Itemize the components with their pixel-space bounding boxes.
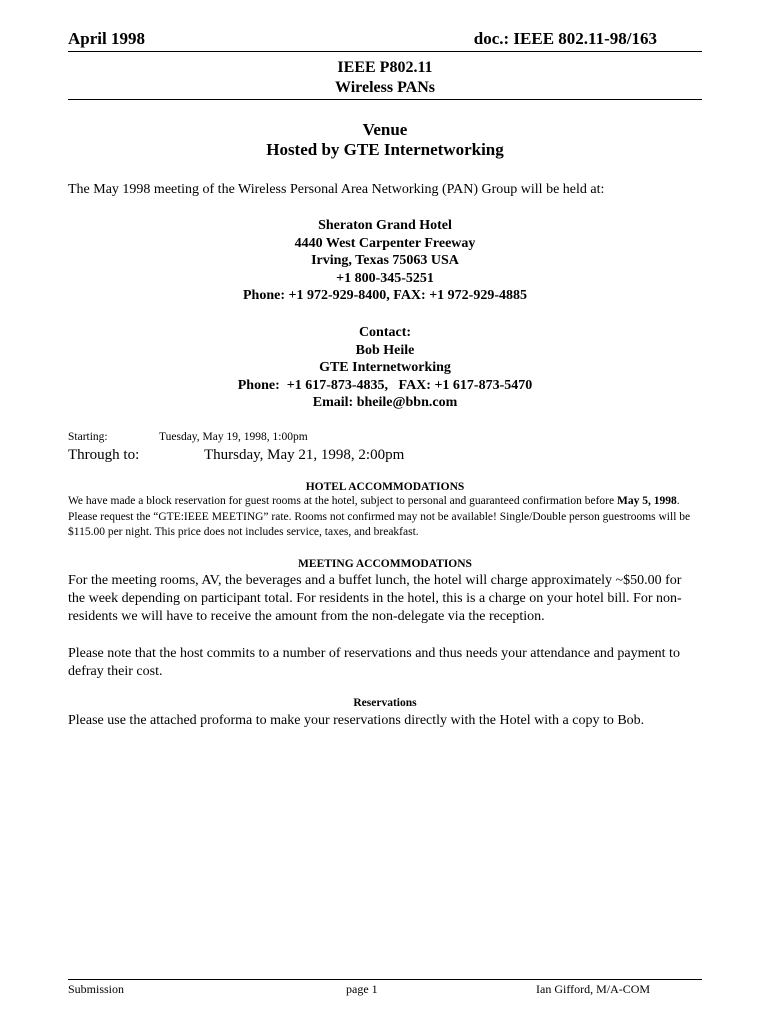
hotel-phone-fax: Phone: +1 972-929-8400, FAX: +1 972-929-4885	[243, 288, 527, 304]
header-date: April 1998	[68, 29, 145, 48]
title-line-2: Wireless PANs	[335, 79, 435, 96]
hotel-name: Sheraton Grand Hotel	[318, 218, 452, 233]
header-doc-number: doc.: IEEE 802.11-98/163	[473, 29, 657, 48]
hotel-accommodations-heading: HOTEL ACCOMMODATIONS	[305, 481, 465, 493]
contact-phone-fax: Phone: +1 617-873-4835, FAX: +1 617-873-5470	[237, 377, 533, 393]
hotel-accommodations-text-before: We have made a block reservation for guest rooms at the hotel, subject to personal and guaranteed confirmation before	[68, 495, 617, 507]
hotel-accommodations-paragraph	[68, 494, 704, 541]
page-footer	[68, 982, 702, 998]
meeting-accommodations-paragraph: For the meeting rooms, AV, the beverages and a buffet lunch, the hotel will charge approximately ~$50.00 for the week depending on participant total. For residents in the hotel, this is a charge on your hotel bill. For non-residents we will have to receive the amount from the non-delegate via the reception.	[68, 573, 682, 624]
starting-value: Tuesday, May 19, 1998, 1:00pm	[159, 431, 308, 443]
venue-title: Venue	[362, 120, 408, 139]
hotel-street: 4440 West Carpenter Freeway	[294, 235, 476, 251]
contact-name: Bob Heile	[355, 342, 415, 358]
footer-author: Ian Gifford, M/A-COM	[536, 982, 651, 996]
title-rule	[68, 99, 702, 100]
title-line-1: IEEE P802.11	[337, 59, 433, 76]
through-value: Thursday, May 21, 1998, 2:00pm	[204, 447, 405, 463]
intro-paragraph: The May 1998 meeting of the Wireless Personal Area Networking (PAN) Group will be held at:	[68, 182, 605, 197]
reservations-paragraph: Please use the attached proforma to make your reservations directly with the Hotel with a copy to Bob.	[68, 713, 645, 728]
host-commitment-note: Please note that the host commits to a number of reservations and thus needs your attendance and payment to defray their cost.	[68, 646, 680, 679]
hotel-city: Irving, Texas 75063 USA	[311, 253, 459, 269]
contact-email: Email: bheile@bbn.com	[312, 395, 458, 411]
hotel-tollfree: +1 800-345-5251	[336, 270, 434, 286]
schedule-end-row	[68, 446, 702, 465]
reservations-heading: Reservations	[353, 697, 417, 709]
hotel-accommodations-text-after: . Please request the “GTE:IEEE MEETING” rate. Rooms not confirmed may not be available! Single/Double person guestrooms will be $115.00 per night. This price does not includes service, taxes, and breakfast.	[68, 495, 691, 538]
venue-host: Hosted by GTE Internetworking	[266, 140, 504, 159]
footer-rule	[68, 979, 702, 980]
meeting-accommodations-heading: MEETING ACCOMMODATIONS	[298, 558, 472, 570]
hotel-address-block	[68, 217, 702, 305]
page-header	[68, 29, 702, 51]
document-title	[68, 58, 702, 98]
header-rule	[68, 51, 702, 52]
through-label: Through to:	[68, 447, 140, 463]
footer-submission: Submission	[68, 982, 125, 996]
confirmation-deadline: May 5, 1998	[616, 495, 677, 507]
document-page	[68, 0, 702, 1024]
footer-page-number: page 1	[346, 982, 378, 996]
contact-org: GTE Internetworking	[319, 360, 451, 376]
venue-heading	[68, 120, 702, 160]
starting-label: Starting:	[68, 431, 108, 443]
schedule-start-row	[68, 430, 702, 445]
contact-label: Contact:	[358, 325, 412, 340]
contact-block	[68, 324, 702, 412]
